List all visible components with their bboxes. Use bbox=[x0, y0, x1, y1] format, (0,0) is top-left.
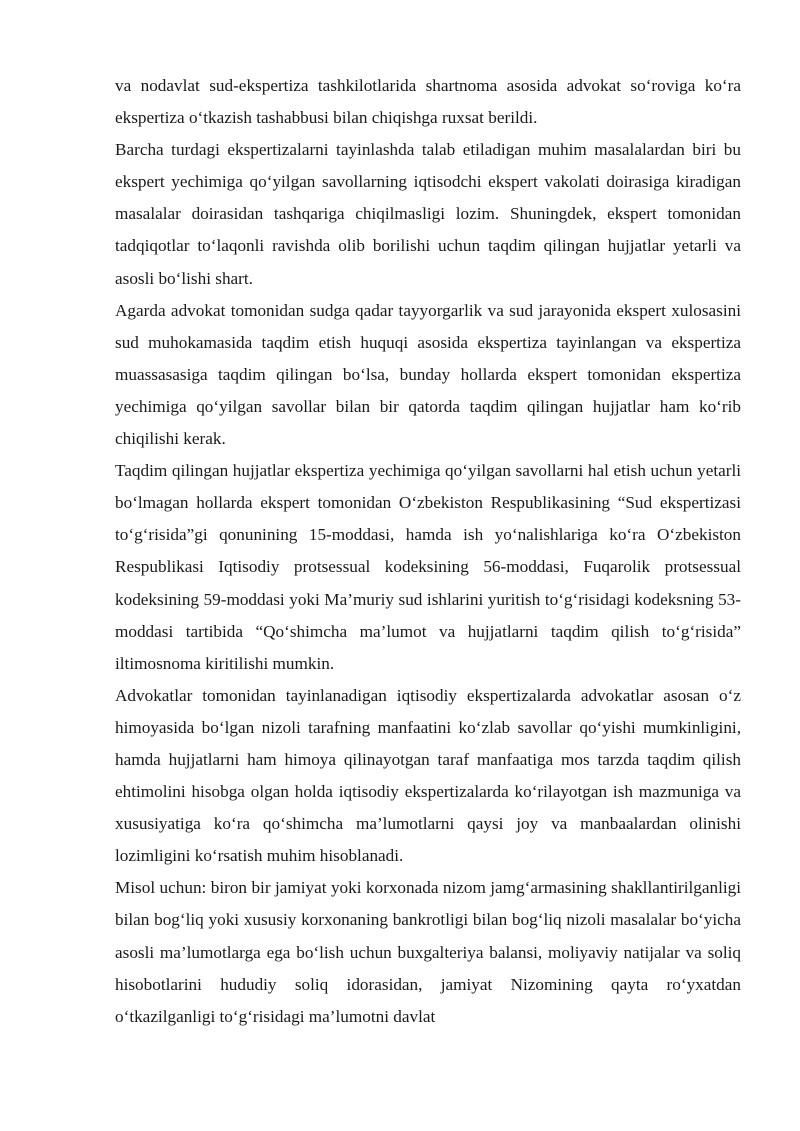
document-body bbox=[115, 70, 741, 1033]
paragraph-3: Agarda advokat tomonidan sudga qadar tayyorgarlik va sud jarayonida ekspert xulosasini sud muhokamasida taqdim etish huquqi asosida ekspertiza tayinlangan va ekspertiza muassasasiga taqdim qilingan bo‘lsa, bunday hollarda ekspert tomonidan ekspertiza yechimiga qo‘yilgan savollar bilan bir qatorda taqdim qilingan hujjatlar ham ko‘rib chiqilishi kerak. bbox=[115, 300, 741, 449]
paragraph-2: Barcha turdagi ekspertizalarni tayinlashda talab etiladigan muhim masalalardan biri bu ekspert yechimiga qo‘yilgan savollarning iqtisodchi ekspert vakolati doirasiga kiradigan masalalar doirasidan tashqariga chiqilmasligi lozim. Shuningdek, ekspert tomonidan tadqiqotlar to‘laqonli ravishda olib borilishi uchun taqdim qilingan hujjatlar yetarli va asosli bo‘lishi shart. bbox=[115, 140, 741, 288]
paragraph-1: va nodavlat sud-ekspertiza tashkilotlarida shartnoma asosida advokat so‘roviga ko‘ra ekspertiza o‘tkazish tashabbusi bilan chiqishga ruxsat berildi. bbox=[115, 76, 741, 128]
paragraph-6: Misol uchun: biron bir jamiyat yoki korxonada nizom jamg‘armasining shakllantirilganligi bilan bog‘liq yoki xususiy korxonaning bankrotligi bilan bog‘liq nizoli masalalar bo‘yicha asosli ma’lumotlarga ega bo‘lish uchun buxgalteriya balansi, moliyaviy natijalar va soliq hisobotlarini hududiy soliq idorasidan, jamiyat Nizomining qayta ro‘yxatdan o‘tkazilganligi to‘g‘risidagi ma’lumotni davlat bbox=[115, 878, 741, 1026]
paragraph-4: Taqdim qilingan hujjatlar ekspertiza yechimiga qo‘yilgan savollarni hal etish uchun yetarli bo‘lmagan hollarda ekspert tomonidan O‘zbekiston Respublikasining “Sud ekspertizasi to‘g‘risida”gi qonunining 15-moddasi, hamda ish yo‘nalishlariga ko‘ra O‘zbekiston Respublikasi Iqtisodiy protsessual kodeksining 56-moddasi, Fuqarolik protsessual kodeksining 59-moddasi yoki Ma’muriy sud ishlarini yuritish to‘g‘risidagi kodeksning 53-moddasi tartibida “Qo‘shimcha ma’lumot va hujjatlarni taqdim qilish to‘g‘risida” iltimosnoma kiritilishi mumkin. bbox=[115, 461, 741, 673]
paragraph-5: Advokatlar tomonidan tayinlanadigan iqtisodiy ekspertizalarda advokatlar asosan o‘z himoyasida bo‘lgan nizoli tarafning manfaatini ko‘zlab savollar qo‘yishi mumkinligini, hamda hujjatlarni ham himoya qilinayotgan taraf manfaatiga mos tarzda taqdim qilish ehtimolini hisobga olgan holda iqtisodiy ekspertizalarda ko‘rilayotgan ish mazmuniga va xususiyatiga ko‘ra qo‘shimcha ma’lumotlarni qaysi joy va manbaalardan olinishi lozimligini ko‘rsatish muhim hisoblanadi. bbox=[115, 685, 741, 866]
